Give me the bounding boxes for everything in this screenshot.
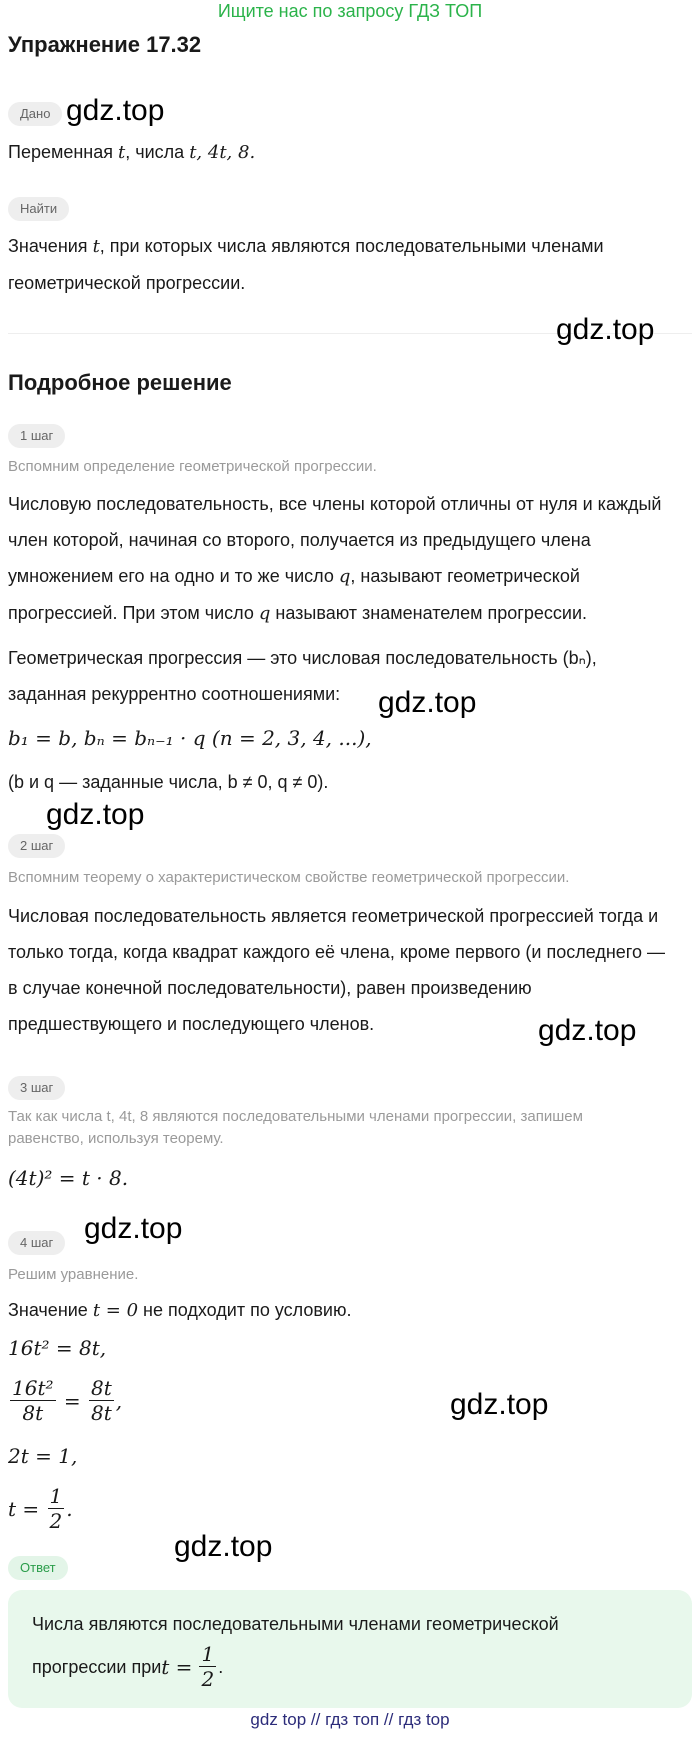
watermark: gdz.top: [450, 1388, 549, 1421]
step1-paragraph: Числовую последовательность, все члены которой отличны от нуля и каждый член которой, начиная со второго, получается из предыдущего члена умножением его на одно и то же число q, называют геометрической прогрессией. При этом число q называют знаменателем прогрессии.: [8, 494, 662, 624]
step4-condition: Значение t = 0 не подходит по условию.: [8, 1300, 352, 1321]
watermark: gdz.top: [46, 798, 145, 831]
step3-note: Так как числа t, 4t, 8 являются последовательными членами прогрессии, запишем равенство, используя теорему.: [8, 1108, 583, 1147]
watermark: gdz.top: [174, 1530, 273, 1563]
step4-eq2: $\frac{\text{16t²}}{8t}$ = $\frac{8t}{8t}$ ,: [12, 1376, 123, 1425]
step1-definition: Геометрическая прогрессия — это числовая последовательность (bₙ), заданная рекуррентно соотношениями:: [8, 648, 597, 704]
given-text: Переменная t, числа t, 4t, 8.: [8, 142, 256, 163]
page-title: Упражнение 17.32: [8, 32, 202, 57]
answer-text: Числа являются последовательными членами геометрической прогрессии при t = $\frac{1}{2}$ .: [32, 1614, 559, 1691]
step4-eq3: 2t = 1,: [8, 1444, 78, 1468]
find-chip: Найти: [8, 197, 69, 221]
watermark: gdz.top: [66, 94, 165, 127]
step1-condition: (b и q — заданные числа, b ≠ 0, q ≠ 0).: [8, 772, 329, 792]
step4-eq1: 16t² = 8t,: [8, 1336, 107, 1360]
step3-chip: 3 шаг: [8, 1076, 65, 1100]
step4-eq4: t = $\frac{1}{2}$ .: [8, 1484, 73, 1533]
step3-formula: (4t)² = t · 8.: [8, 1166, 129, 1190]
answer-chip: Ответ: [8, 1556, 68, 1580]
watermark: gdz.top: [378, 686, 477, 719]
watermark: gdz.top: [556, 313, 655, 346]
step2-chip: 2 шаг: [8, 834, 65, 858]
footer-links[interactable]: gdz top // гдз топ // гдз top: [250, 1710, 450, 1729]
step1-note: Вспомним определение геометрической прогрессии.: [8, 458, 377, 475]
solution-title: Подробное решение: [8, 370, 232, 395]
step4-chip: 4 шаг: [8, 1231, 65, 1255]
step2-paragraph: Числовая последовательность является геометрической прогрессией тогда и только тогда, когда квадрат каждого её члена, кроме первого (и последнего — в случае конечной последовательности), равен произведению предшествующего и последующего членов.: [8, 906, 665, 1034]
find-text: Значения t, при которых числа являются последовательными членами геометрической прогрессии.: [8, 236, 604, 293]
answer-box: [8, 1590, 692, 1708]
given-chip: Дано: [8, 102, 62, 126]
step2-note: Вспомним теорему о характеристическом свойстве геометрической прогрессии.: [8, 869, 570, 886]
step1-formula: b₁ = b, bₙ = bₙ₋₁ · q (n = 2, 3, 4, ...),: [8, 726, 372, 750]
watermark: gdz.top: [538, 1014, 637, 1047]
top-banner: Ищите нас по запросу ГДЗ ТОП: [217, 1, 483, 21]
step4-note: Решим уравнение.: [8, 1266, 139, 1283]
step1-chip: 1 шаг: [8, 424, 65, 448]
watermark: gdz.top: [84, 1212, 183, 1245]
